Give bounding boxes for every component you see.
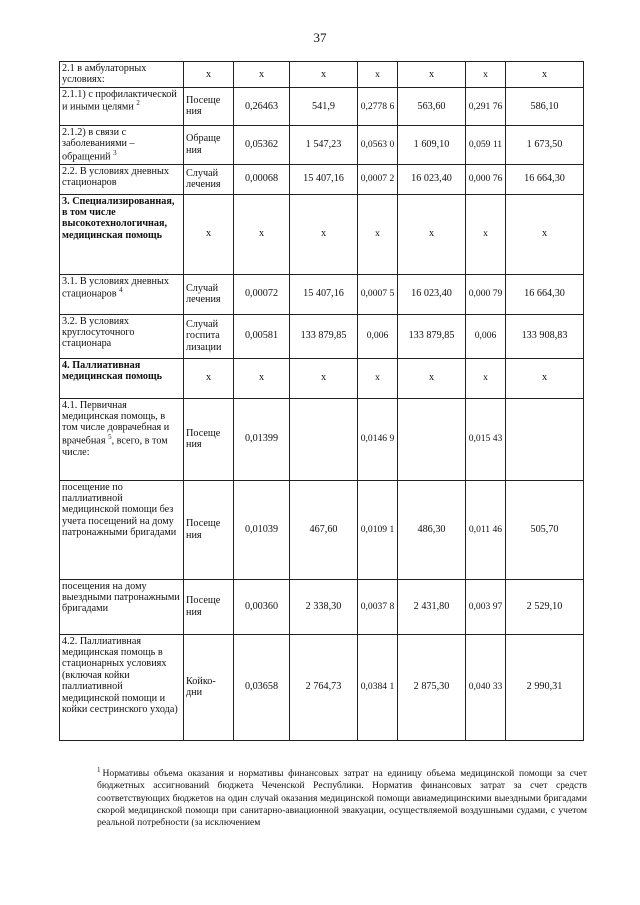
cost-2023-cell: 541,9 xyxy=(290,87,358,125)
volume-2023-cell: 0,03658 xyxy=(234,634,290,740)
unit-cell: х xyxy=(184,358,234,398)
volume-2025-cell: 0,003 97 xyxy=(466,579,506,634)
cost-2025-cell: х xyxy=(506,358,584,398)
indicator-name: 3.1. В условиях дневных стационаров xyxy=(62,275,169,300)
cost-2025-cell: 16 664,30 xyxy=(506,164,584,194)
cost-2024-cell: 563,60 xyxy=(398,87,466,125)
indicator-name: 3.2. В условиях круглосуточного стационара xyxy=(62,315,135,350)
cost-2024-cell: х xyxy=(398,358,466,398)
table-row xyxy=(60,274,584,314)
unit-cell: Посеще ния xyxy=(184,398,234,480)
table-row xyxy=(60,358,584,398)
indicator-name-cell xyxy=(60,125,184,164)
volume-2025-cell: 0,015 43 xyxy=(466,398,506,480)
unit-cell: Обраще ния xyxy=(184,125,234,164)
cost-2023-cell: 467,60 xyxy=(290,480,358,579)
cost-2025-cell: 133 908,83 xyxy=(506,314,584,358)
volume-2025-cell: 0,006 xyxy=(466,314,506,358)
indicator-name-cell xyxy=(60,358,184,398)
cost-2024-cell xyxy=(398,398,466,480)
cost-2025-cell: 1 673,50 xyxy=(506,125,584,164)
volume-2024-cell: 0,0037 8 xyxy=(358,579,398,634)
unit-cell: Случай лечения xyxy=(184,164,234,194)
cost-2023-cell: 133 879,85 xyxy=(290,314,358,358)
volume-2023-cell: 0,00581 xyxy=(234,314,290,358)
table-row xyxy=(60,579,584,634)
cost-2023-cell: 1 547,23 xyxy=(290,125,358,164)
cost-2023-cell: 2 764,73 xyxy=(290,634,358,740)
normatives-table xyxy=(59,61,584,741)
volume-2024-cell: 0,2778 6 xyxy=(358,87,398,125)
volume-2025-cell: х xyxy=(466,62,506,88)
volume-2025-cell: х xyxy=(466,194,506,274)
indicator-name-tail: , всего, в том числе: xyxy=(62,435,168,458)
indicator-name-cell xyxy=(60,274,184,314)
indicator-name: 2.2. В условиях дневных стационаров xyxy=(62,165,169,188)
indicator-name-cell xyxy=(60,62,184,88)
cost-2024-cell: 2 431,80 xyxy=(398,579,466,634)
volume-2023-cell: 0,00360 xyxy=(234,579,290,634)
volume-2023-cell: 0,00068 xyxy=(234,164,290,194)
indicator-name-cell xyxy=(60,398,184,480)
indicator-name: 2.1 в амбулаторных условиях: xyxy=(62,63,147,86)
volume-2025-cell: 0,040 33 xyxy=(466,634,506,740)
volume-2024-cell: 0,0384 1 xyxy=(358,634,398,740)
footnote-reference: 2 xyxy=(136,99,140,108)
volume-2023-cell: 0,26463 xyxy=(234,87,290,125)
footnote xyxy=(97,766,587,830)
cost-2025-cell: х xyxy=(506,194,584,274)
indicator-name-cell xyxy=(60,314,184,358)
cost-2024-cell: 133 879,85 xyxy=(398,314,466,358)
cost-2023-cell: 15 407,16 xyxy=(290,274,358,314)
volume-2025-cell: 0,000 76 xyxy=(466,164,506,194)
volume-2025-cell: 0,059 11 xyxy=(466,125,506,164)
indicator-name: посещение по паллиативной медицинской помощи без учета посещений на дому патронажными бригадами xyxy=(62,481,177,539)
volume-2024-cell: 0,006 xyxy=(358,314,398,358)
volume-2025-cell: 0,000 79 xyxy=(466,274,506,314)
table-row xyxy=(60,398,584,480)
indicator-name-cell xyxy=(60,480,184,579)
indicator-name: 4. Паллиативная медицинская помощь xyxy=(62,359,163,382)
cost-2025-cell: 586,10 xyxy=(506,87,584,125)
volume-2023-cell: х xyxy=(234,194,290,274)
volume-2024-cell: 0,0563 0 xyxy=(358,125,398,164)
volume-2024-cell: 0,0007 5 xyxy=(358,274,398,314)
cost-2025-cell: 2 529,10 xyxy=(506,579,584,634)
volume-2024-cell: х xyxy=(358,62,398,88)
volume-2024-cell: х xyxy=(358,194,398,274)
volume-2024-cell: 0,0007 2 xyxy=(358,164,398,194)
unit-cell: Посеще ния xyxy=(184,579,234,634)
footnote-reference: 5 xyxy=(108,432,112,441)
cost-2025-cell xyxy=(506,398,584,480)
indicator-name-cell xyxy=(60,579,184,634)
footnote-text: Нормативы объема оказания и нормативы финансовых затрат на единицу объема медицинской помощи за счет бюджетных ассигнований бюджета Чеченской Республики. Норматив финансовых затрат за счет средств соответствующих бюджетов на один случай оказания медицинской помощи авиамедицинскими выездными бригадами скорой медицинской помощи при санитарно-авиационной эвакуации, осуществляемой воздушными судами, с учетом реальной потребности (за исключением xyxy=(97,768,587,829)
indicator-name: 4.2. Паллиативная медицинская помощь в стационарных условиях (включая койки паллиативной медицинской помощи и койки сестринского ухода) xyxy=(62,635,178,716)
cost-2024-cell: 486,30 xyxy=(398,480,466,579)
footnote-mark: 1 xyxy=(97,766,101,774)
cost-2024-cell: 16 023,40 xyxy=(398,274,466,314)
cost-2024-cell: х xyxy=(398,194,466,274)
indicator-name: 4.1. Первичная медицинская помощь, в том числе доврачебная и врачебная xyxy=(62,399,170,447)
unit-cell: Случай лечения xyxy=(184,274,234,314)
unit-cell: х xyxy=(184,194,234,274)
indicator-name-cell xyxy=(60,87,184,125)
page-number: 37 xyxy=(313,30,327,45)
volume-2023-cell: 0,01399 xyxy=(234,398,290,480)
table-row xyxy=(60,480,584,579)
cost-2023-cell: 15 407,16 xyxy=(290,164,358,194)
volume-2023-cell: х xyxy=(234,62,290,88)
cost-2023-cell: х xyxy=(290,358,358,398)
table-row xyxy=(60,194,584,274)
indicator-name-cell xyxy=(60,634,184,740)
table-row xyxy=(60,125,584,164)
footnote-reference: 3 xyxy=(113,148,117,157)
table-row xyxy=(60,634,584,740)
indicator-name: 3. Специализированная, в том числе высокотехнологичная, медицинская помощь xyxy=(62,195,175,241)
cost-2023-cell: х xyxy=(290,62,358,88)
volume-2023-cell: х xyxy=(234,358,290,398)
unit-cell: Посеще ния xyxy=(184,87,234,125)
cost-2025-cell: 2 990,31 xyxy=(506,634,584,740)
cost-2025-cell: 505,70 xyxy=(506,480,584,579)
volume-2024-cell: 0,0146 9 xyxy=(358,398,398,480)
indicator-name-cell xyxy=(60,164,184,194)
volume-2025-cell: х xyxy=(466,358,506,398)
volume-2023-cell: 0,01039 xyxy=(234,480,290,579)
table-row xyxy=(60,314,584,358)
footnote-reference: 4 xyxy=(119,285,123,294)
cost-2025-cell: 16 664,30 xyxy=(506,274,584,314)
volume-2025-cell: 0,011 46 xyxy=(466,480,506,579)
cost-2024-cell: 1 609,10 xyxy=(398,125,466,164)
volume-2024-cell: 0,0109 1 xyxy=(358,480,398,579)
volume-2023-cell: 0,05362 xyxy=(234,125,290,164)
unit-cell: Посеще ния xyxy=(184,480,234,579)
table-row xyxy=(60,164,584,194)
indicator-name: 2.1.1) с профилактической и иными целями xyxy=(62,88,177,113)
cost-2023-cell: х xyxy=(290,194,358,274)
cost-2024-cell: х xyxy=(398,62,466,88)
indicator-name-cell xyxy=(60,194,184,274)
table-row xyxy=(60,62,584,88)
unit-cell: х xyxy=(184,62,234,88)
table-row xyxy=(60,87,584,125)
cost-2024-cell: 16 023,40 xyxy=(398,164,466,194)
indicator-name: посещения на дому выездными патронажными бригадами xyxy=(62,580,180,615)
cost-2025-cell: х xyxy=(506,62,584,88)
cost-2023-cell: 2 338,30 xyxy=(290,579,358,634)
indicator-name: 2.1.2) в связи с заболеваниями – обращений xyxy=(62,126,135,163)
unit-cell: Койко-дни xyxy=(184,634,234,740)
unit-cell: Случай госпита лизации xyxy=(184,314,234,358)
cost-2024-cell: 2 875,30 xyxy=(398,634,466,740)
volume-2024-cell: х xyxy=(358,358,398,398)
volume-2023-cell: 0,00072 xyxy=(234,274,290,314)
volume-2025-cell: 0,291 76 xyxy=(466,87,506,125)
cost-2023-cell xyxy=(290,398,358,480)
